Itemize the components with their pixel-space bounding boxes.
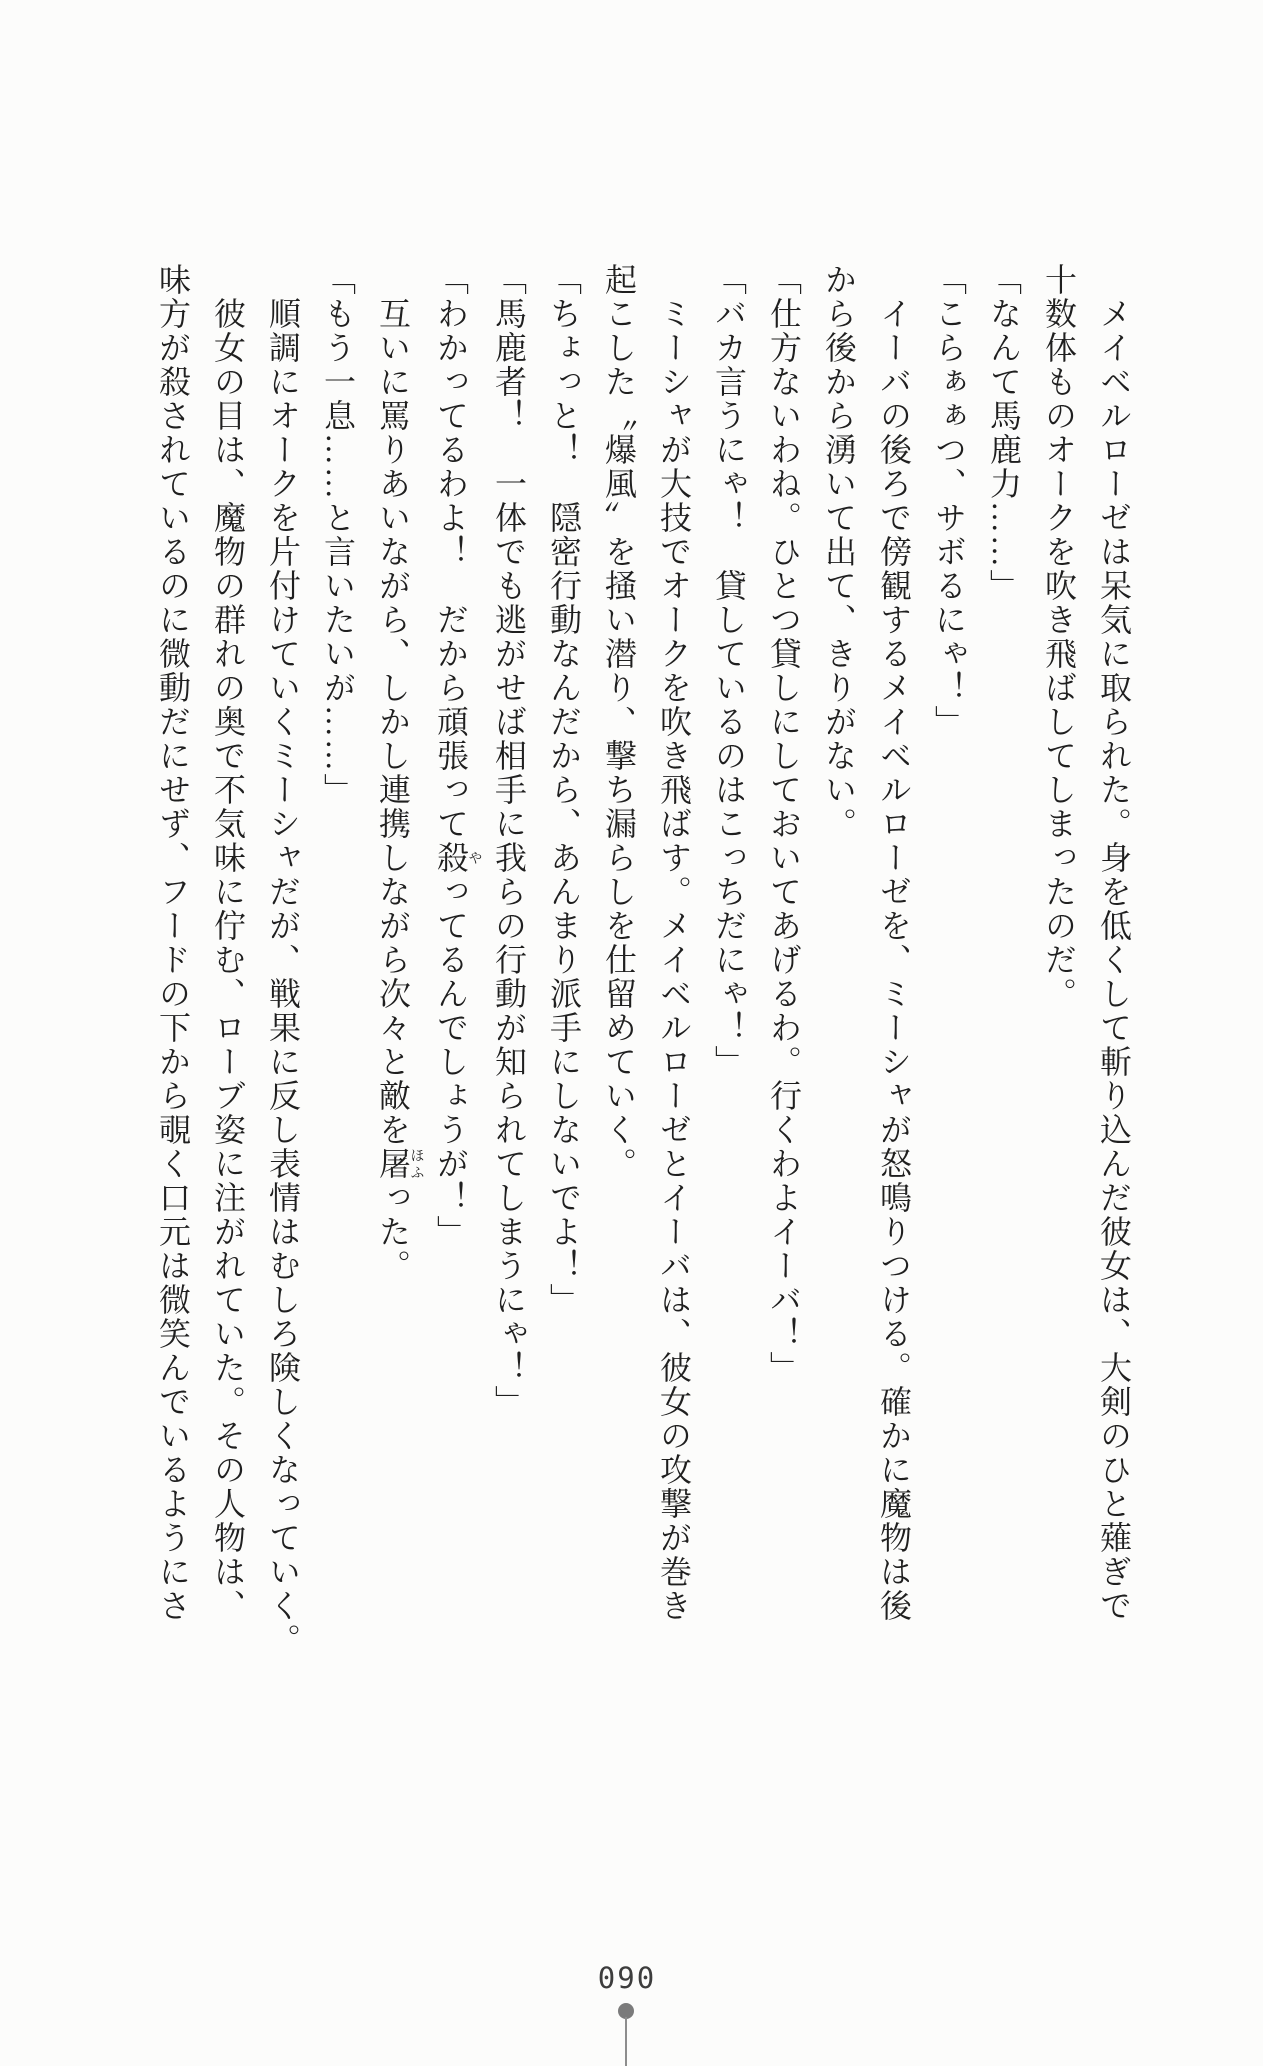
text-line	[423, 263, 481, 1659]
ruby-base: 殺	[433, 841, 469, 875]
text-line	[481, 263, 536, 1659]
line-text: ミーシャが大技でオークを吹き飛ばす。メイベルローゼとイーバは、彼女の攻撃が巻き	[656, 263, 692, 1623]
page-number: 090	[597, 1961, 657, 1995]
text-line	[1031, 263, 1086, 1659]
line-text: 互いに罵りあいながら、しかし連携しながら次々と敵を	[375, 263, 411, 1147]
line-text: 起こした〝爆風〟を掻い潜り、撃ち漏らしを仕留めていく。	[601, 263, 637, 1181]
ruby-annotation	[375, 1147, 424, 1181]
text-line	[1086, 263, 1141, 1659]
ruby-annotation	[433, 841, 482, 875]
line-text: メイベルローゼは呆気に取られた。身を低くして斬り込んだ彼女は、大剣のひと薙ぎで	[1096, 263, 1132, 1623]
text-line	[811, 263, 866, 1659]
text-line	[365, 263, 423, 1659]
line-text: 彼女の目は、魔物の群れの奥で不気味に佇む、ローブ姿に注がれていた。その人物は、	[210, 263, 246, 1623]
ruby-text: や	[466, 841, 482, 875]
line-text: った。	[375, 1181, 411, 1283]
ruby-text: ほふ	[408, 1147, 424, 1181]
text-line	[145, 263, 200, 1659]
text-line	[976, 263, 1031, 1659]
line-text: 「バカ言うにゃ！ 貸しているのはこっちだにゃ！」	[711, 263, 747, 1079]
line-text: 味方が殺されているのに微動だにせず、フードの下から覗く口元は微笑んでいるようにさ	[155, 263, 191, 1623]
line-text: から後から湧いて出て、きりがない。	[821, 263, 857, 841]
text-line	[921, 263, 976, 1659]
text-line	[701, 263, 756, 1659]
line-text: 「仕方ないわね。ひとつ貸しにしておいてあげるわ。行くわよイーバ！」	[766, 263, 802, 1385]
line-text: 「わかってるわよ！ だから頑張って	[433, 263, 469, 841]
line-text: ってるんでしょうが！」	[433, 875, 469, 1249]
line-text: 「なんて馬鹿力……」	[986, 263, 1022, 603]
line-text: 「ちょっと！ 隠密行動なんだから、あんまり派手にしないでよ！」	[546, 263, 582, 1317]
text-line	[591, 263, 646, 1659]
text-block	[145, 263, 1141, 1659]
line-text: イーバの後ろで傍観するメイベルローゼを、ミーシャが怒鳴りつける。確かに魔物は後	[876, 263, 912, 1623]
line-text: 十数体ものオークを吹き飛ばしてしまったのだ。	[1041, 263, 1077, 1011]
line-text: 順調にオークを片付けていくミーシャだが、戦果に反し表情はむしろ険しくなっていく。	[265, 263, 301, 1657]
line-text: 「こらぁぁつ、サボるにゃ！」	[931, 263, 967, 739]
text-line	[200, 263, 255, 1659]
line-text: 「馬鹿者！ 一体でも逃がせば相手に我らの行動が知られてしまうにゃ！」	[491, 263, 527, 1419]
text-line	[756, 263, 811, 1659]
text-line	[866, 263, 921, 1659]
text-line	[646, 263, 701, 1659]
footer-line-ornament	[625, 2017, 627, 2066]
ruby-base: 屠	[375, 1147, 411, 1181]
text-line	[310, 263, 365, 1659]
line-text: 「もう一息……と言いたいが……」	[320, 263, 356, 807]
text-line	[255, 263, 310, 1659]
text-line	[536, 263, 591, 1659]
